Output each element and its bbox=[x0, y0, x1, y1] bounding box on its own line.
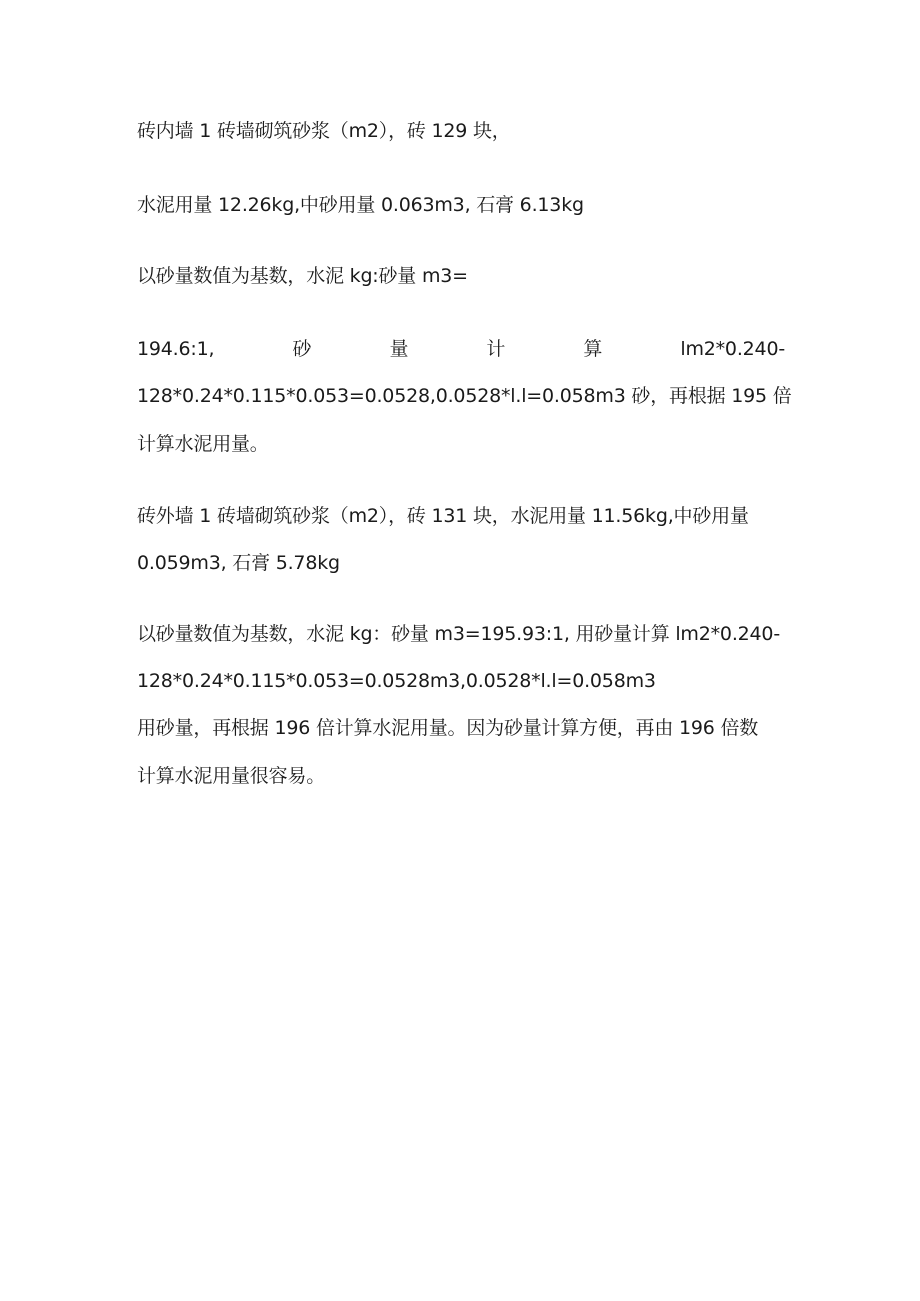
para-ratio-calc-line-2: 128*0.24*0.115*0.053=0.0528,0.0528*l.l=0.058m3 砂，再根据 195 倍 bbox=[137, 385, 792, 407]
word-sha: 砂 bbox=[292, 338, 312, 360]
ratio-value: 194.6:1, bbox=[137, 338, 215, 360]
para-outer-ratio-line-4: 计算水泥用量很容易。 bbox=[137, 765, 326, 787]
para-outer-ratio-line-1: 以砂量数值为基数，水泥 kg：砂量 m3=195.93:1, 用砂量计算 lm2*0.240- bbox=[137, 623, 780, 645]
para-inner-wall-materials: 水泥用量 12.26kg,中砂用量 0.063m3, 石膏 6.13kg bbox=[137, 194, 584, 216]
para-ratio-calc-line-1 bbox=[137, 337, 785, 361]
para-outer-wall-line-2: 0.059m3, 石膏 5.78kg bbox=[137, 552, 340, 574]
para-inner-wall-line-1: 砖内墙 1 砖墙砌筑砂浆（m2），砖 129 块， bbox=[137, 120, 511, 142]
para-ratio-intro: 以砂量数值为基数，水泥 kg:砂量 m3= bbox=[137, 265, 468, 287]
para-outer-wall-line-1: 砖外墙 1 砖墙砌筑砂浆（m2），砖 131 块，水泥用量 11.56kg,中砂用量 bbox=[137, 505, 749, 527]
word-liang: 量 bbox=[389, 338, 409, 360]
word-suan: 算 bbox=[583, 338, 603, 360]
word-ji: 计 bbox=[486, 338, 506, 360]
formula-start: lm2*0.240- bbox=[680, 338, 785, 360]
para-ratio-calc-line-3: 计算水泥用量。 bbox=[137, 433, 269, 455]
para-outer-ratio-line-3: 用砂量，再根据 196 倍计算水泥用量。因为砂量计算方便，再由 196 倍数 bbox=[137, 717, 759, 739]
para-outer-ratio-line-2: 128*0.24*0.115*0.053=0.0528m3,0.0528*l.l=0.058m3 bbox=[137, 670, 656, 692]
